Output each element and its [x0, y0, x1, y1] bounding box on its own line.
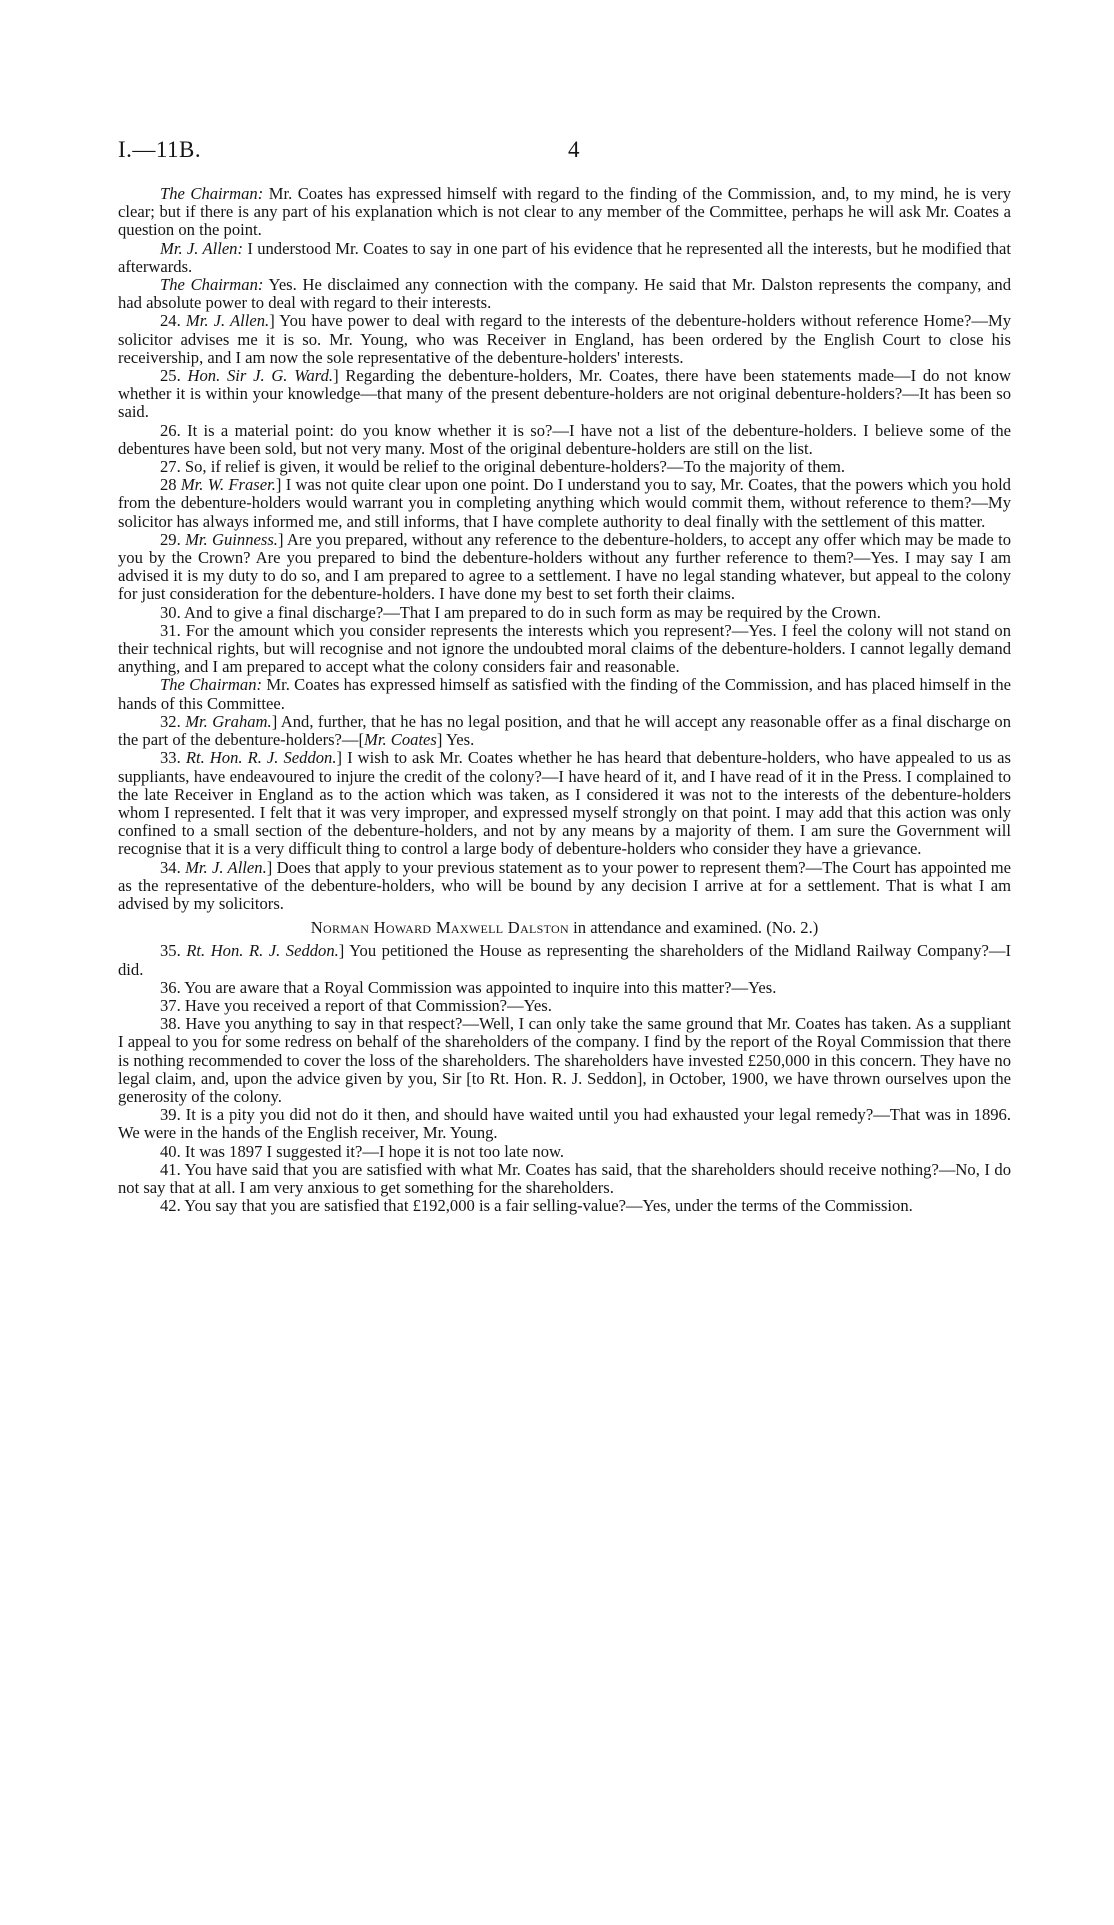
- speaker: The Chairman:: [160, 275, 264, 295]
- question-paragraph: [118, 476, 1011, 531]
- paragraph-text: Have you anything to say in that respect?—Well, I can only take the same ground that Mr. Coates has taken. As a suppliant I appeal to you for some redress on behalf of the shareholders of the company. I find by the report of the Royal Commission that there is nothing recommended to cover the loss of the shareholders. The shareholders have invested £250,000 in this concern. They have no legal claim, and, upon the advice given by you, Sir [to Rt. Hon. R. J. Seddon], in October, 1900, we have thrown ourselves upon the generosity of the colony.: [118, 1014, 1011, 1106]
- question-number: 34.: [160, 857, 181, 877]
- speaker: The Chairman:: [160, 184, 264, 203]
- speaker: Rt. Hon. R. J. Seddon.: [185, 748, 337, 768]
- paragraph: [118, 676, 1011, 712]
- question-paragraph: [118, 531, 1011, 604]
- paragraph-text: Have you received a report of that Commission?—Yes.: [184, 995, 552, 1015]
- minutes-body: [118, 185, 1011, 1215]
- question-number: 25.: [160, 366, 181, 386]
- speaker: Hon. Sir J. G. Ward.: [187, 366, 334, 386]
- page-number: 4: [568, 137, 580, 162]
- paragraph-text: ] I was not quite clear upon one point. Do I understand you to say, Mr. Coates, that the powers which you hold from the debenture-holders would warrant you in completing anything which would commit them, without reference to them?—My solicitor has always informed me, and still informs, that I have complete authority to deal finally with the settlement of this matter.: [118, 475, 1011, 531]
- question-number: 27.: [160, 457, 181, 477]
- paragraph: [118, 185, 1011, 240]
- speaker: Mr. J. Allen.: [185, 311, 270, 331]
- paragraph-text: And to give a final discharge?—That I am prepared to do in such form as may be required by the Crown.: [183, 602, 881, 622]
- witness-heading: [118, 919, 1011, 937]
- question-paragraph: [118, 979, 1011, 997]
- question-number: 38.: [160, 1014, 181, 1034]
- question-paragraph: [118, 1106, 1011, 1142]
- question-number: 33.: [160, 748, 181, 768]
- paragraph: [118, 276, 1011, 312]
- speaker: Mr. W. Fraser.: [180, 475, 276, 495]
- paragraph-text: ] And, further, that he has no legal position, and that he will accept any reasonable offer as a final discharge on the part of the debenture-holders?—[: [118, 711, 1012, 750]
- question-paragraph: [118, 1197, 1011, 1215]
- paper-reference: I.—11B.: [118, 137, 202, 162]
- paragraph-text: Mr. Coates has expressed himself as satisfied with the finding of the Commission, and has placed himself in the hands of this Committee.: [118, 675, 1011, 713]
- paragraph-text: For the amount which you consider represents the interests which you represent?—Yes. I feel the colony will not stand on their technical rights, but will recognise and not ignore the undoubted moral claims of the debenture-holders. I cannot legally demand anything, and I am prepared to accept what the colony considers fair and reasonable.: [118, 620, 1011, 677]
- speaker: Mr. Guinness.: [185, 529, 278, 549]
- question-paragraph: [118, 859, 1011, 914]
- paragraph-text: I understood Mr. Coates to say in one part of his evidence that he represented all the interests, but he modified that afterwards.: [118, 238, 1011, 276]
- question-number: 36.: [160, 977, 181, 997]
- question-paragraph: [118, 312, 1011, 367]
- question-number: 40.: [160, 1141, 181, 1161]
- speaker: Mr. Graham.: [185, 711, 272, 731]
- speaker: The Chairman:: [160, 675, 263, 695]
- question-number: 31.: [160, 620, 181, 640]
- question-paragraph: [118, 622, 1011, 677]
- speaker: Mr. J. Allen.: [185, 857, 267, 877]
- running-head: [118, 137, 998, 167]
- witness-text: in attendance and examined. (No. 2.): [569, 918, 819, 938]
- speaker: Mr. J. Allen:: [160, 238, 244, 258]
- question-number: 24.: [160, 311, 181, 331]
- question-number: 29.: [160, 529, 181, 549]
- paragraph-text: It is a material point: do you know whether it is so?—I have not a list of the debenture-holders. I believe some of the debentures have been sold, but not very many. Most of the original debenture-holders are still on the list.: [118, 420, 1011, 458]
- paragraph: [118, 240, 1011, 276]
- question-paragraph: [118, 1161, 1011, 1197]
- question-paragraph: [118, 942, 1011, 978]
- question-paragraph: [118, 604, 1011, 622]
- paragraph-text: ] I wish to ask Mr. Coates whether he has heard that debenture-holders, who have appealed to us as suppliants, have endeavoured to injure the credit of the colony?—I have heard of it, and I have read of it in the Press. I complained to the late Receiver in England as to the action which was taken, as I considered it was not to the interests of the debenture-holders whom I represented. I felt that it was very improper, and expressed myself strongly on that point. I may add that this action was only confined to a small section of the debenture-holders, and not by any means by a majority of them. I am sure the Government will recognise that it is a very difficult thing to control a large body of debenture-holders who consider they have a grievance.: [118, 748, 1011, 859]
- question-paragraph: [118, 749, 1011, 858]
- question-number: 39.: [160, 1105, 181, 1125]
- question-paragraph: [118, 1015, 1011, 1106]
- paragraph-text: You say that you are satisfied that £192,000 is a fair selling-value?—Yes, under the terms of the Commission.: [184, 1196, 913, 1216]
- question-number: 35.: [160, 941, 181, 961]
- paragraph-text: ] You petitioned the House as representing the shareholders of the Midland Railway Company?—I did.: [118, 941, 1011, 979]
- question-paragraph: [118, 367, 1011, 422]
- question-number: 42.: [160, 1196, 181, 1216]
- question-paragraph: [118, 713, 1011, 749]
- speaker: Rt. Hon. R. J. Seddon.: [186, 941, 339, 961]
- paragraph-text: ] Regarding the debenture-holders, Mr. Coates, there have been statements made—I do not know whether it is within your knowledge—that many of the present debenture-holders are not original debenture-holders?—It has been so said.: [118, 366, 1011, 422]
- paragraph-text: You are aware that a Royal Commission was appointed to inquire into this matter?—Yes.: [184, 977, 777, 997]
- paragraph-text: So, if relief is given, it would be relief to the original debenture-holders?—To the majority of them.: [184, 457, 846, 477]
- paragraph-text: Mr. Coates has expressed himself with regard to the finding of the Commission, and, to my mind, he is very clear; but if there is any part of his explanation which is not clear to any member of the Committee, perhaps he will ask Mr. Coates a question on the point.: [118, 184, 1011, 240]
- paragraph-text: It is a pity you did not do it then, and should have waited until you had exhausted your legal remedy?—That was in 1896. We were in the hands of the English receiver, Mr. Young.: [118, 1105, 1011, 1143]
- paragraph-text: It was 1897 I suggested it?—I hope it is not too late now.: [184, 1141, 565, 1161]
- question-number: 41.: [160, 1159, 181, 1179]
- paragraph-text: You have said that you are satisfied with what Mr. Coates has said, that the shareholders should receive nothing?—No, I do not say that at all. I am very anxious to get something for the shareholders.: [118, 1159, 1011, 1197]
- paragraph-text: ] You have power to deal with regard to the interests of the debenture-holders without reference Home?—My solicitor advises me it is so. Mr. Young, who was Receiver in England, has been ordered by the English Court to close his receivership, and I am now the sole representative of the debenture-holders' interests.: [118, 311, 1011, 367]
- paragraph-text: Yes. He disclaimed any connection with the company. He said that Mr. Dalston represents the company, and had absolute power to deal with regard to their interests.: [118, 275, 1011, 313]
- paragraph-text: ] Does that apply to your previous statement as to your power to represent them?—The Court has appointed me as the representative of the debenture-holders, who will be bound by any decision I arrive at for a settlement. That is what I am advised by my solicitors.: [118, 857, 1012, 913]
- question-number: 37.: [160, 995, 181, 1015]
- speaker: Mr. Coates: [364, 730, 437, 750]
- question-number: 30.: [160, 602, 181, 622]
- question-number: 32.: [160, 711, 181, 731]
- question-paragraph: [118, 422, 1011, 458]
- question-number: 28: [160, 475, 177, 495]
- question-paragraph: [118, 997, 1011, 1015]
- question-paragraph: [118, 458, 1011, 476]
- question-number: 26.: [160, 420, 181, 440]
- witness-name: Norman Howard Maxwell Dalston: [310, 918, 569, 938]
- paragraph-text: ] Yes.: [436, 730, 475, 750]
- question-paragraph: [118, 1143, 1011, 1161]
- paragraph-text: ] Are you prepared, without any reference to the debenture-holders, to accept any offer which may be made to you by the Crown? Are you prepared to bind the debenture-holders without any further reference to them?—Yes. I may say I am advised it is my duty to do so, and I am prepared to agree to a settlement. I have no legal standing whatever, but appeal to the colony for just consideration for the debenture-holders. I have done my best to set forth their claims.: [118, 529, 1011, 604]
